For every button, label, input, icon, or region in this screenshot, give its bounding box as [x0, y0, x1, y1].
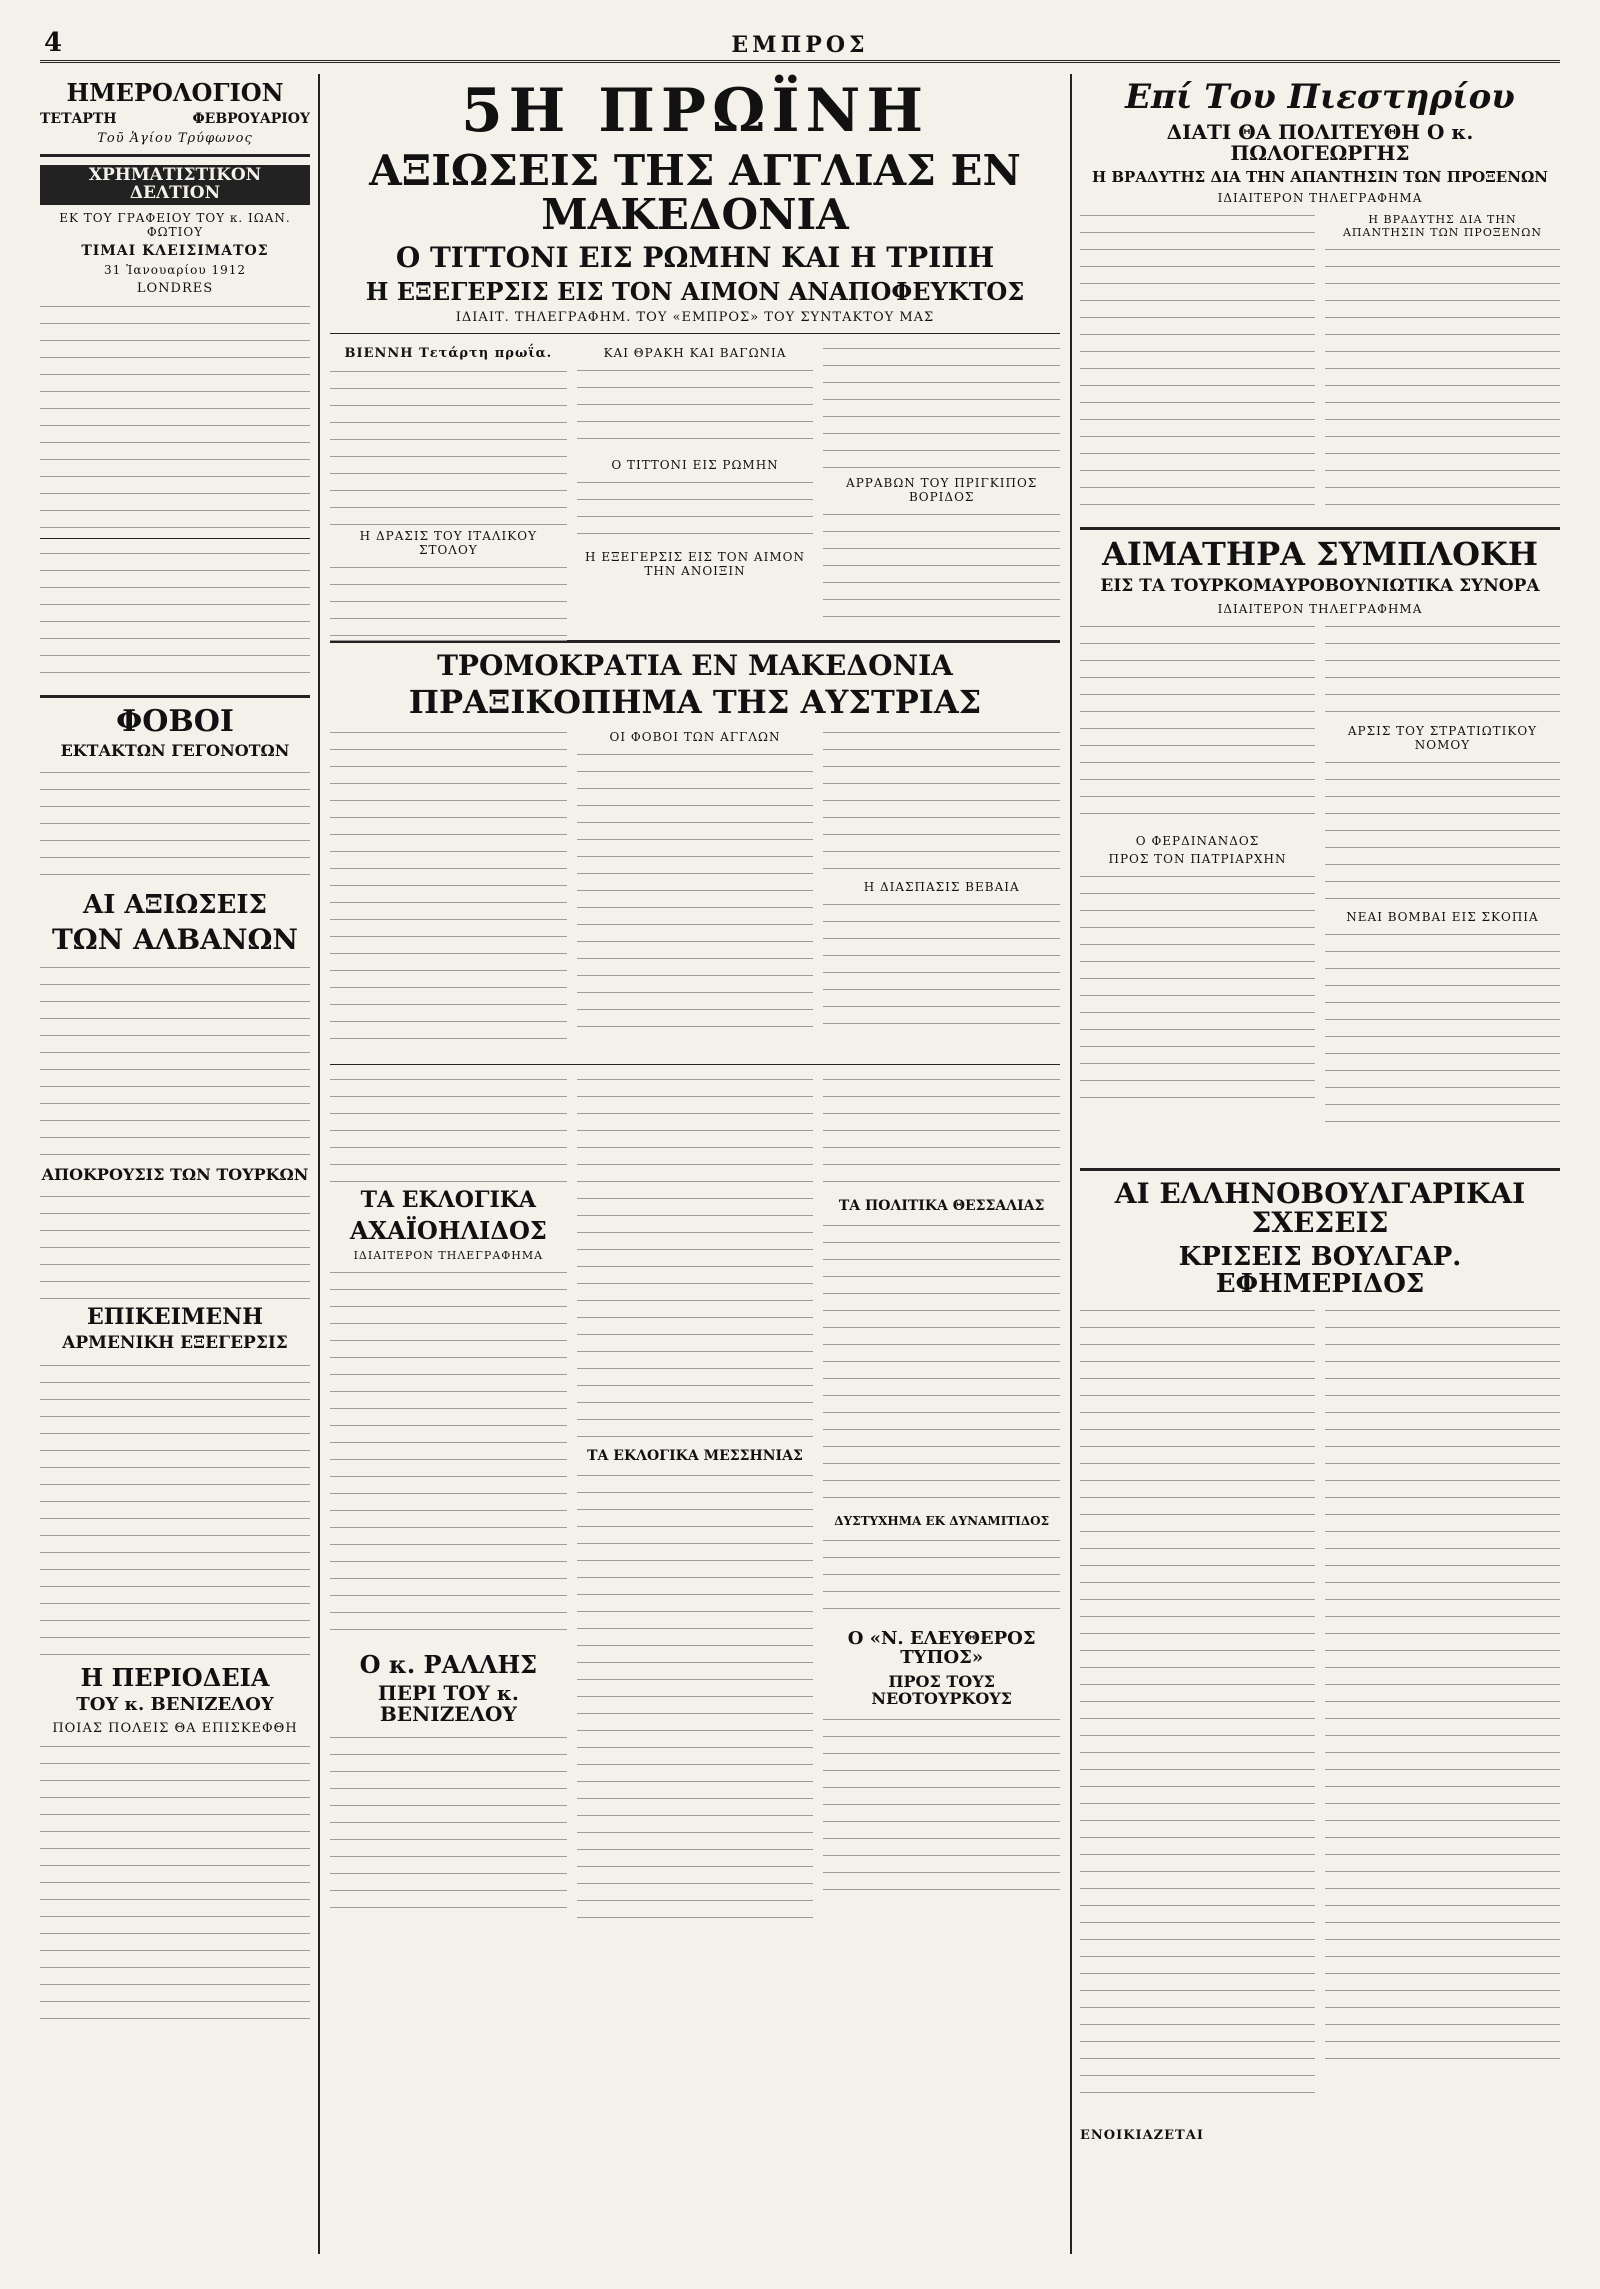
- headline-axioseis: ΑΙ ΑΞΙΩΣΕΙΣ: [83, 890, 267, 921]
- article-text: [40, 1359, 310, 1659]
- subhead-vradytis: Η ΒΡΑΔΥΤΗΣ ΔΙΑ ΤΗΝ ΑΠΑΝΤΗΣΙΝ ΤΩΝ ΠΡΟΞΕΝΩΝ: [1342, 213, 1542, 240]
- market-subtitle: ΕΚ ΤΟΥ ΓΡΑΦΕΙΟΥ ΤΟΥ κ. ΙΩΑΝ. ΦΩΤΙΟΥ: [59, 210, 291, 239]
- left-column: [40, 74, 310, 2254]
- subhead-patriarchi: ΠΡΟΣ ΤΟΝ ΠΑΤΡΙΑΡΧΗΝ: [1108, 851, 1287, 866]
- calendar-month: ΦΕΒΡΟΥΑΡΙΟΥ: [192, 111, 310, 128]
- headline-vradytis: Η ΒΡΑΔΥΤΗΣ ΔΙΑ ΤΗΝ ΑΠΑΝΤΗΣΙΝ ΤΩΝ ΠΡΟΞΕΝΩΝ: [1091, 167, 1549, 186]
- headline-fovoi-sub: ΕΚΤΑΚΤΩΝ ΓΕΓΟΝΟΤΩΝ: [60, 741, 290, 761]
- calendar-day: ΤΕΤΑΡΤΗ: [40, 111, 117, 128]
- headline-epikeimeni: ΕΠΙΚΕΙΜΕΝΗ: [86, 1303, 264, 1330]
- headline-synora: ΕΙΣ ΤΑ ΤΟΥΡΚΟΜΑΥΡΟΒΟΥΝΙΩΤΙΚΑ ΣΥΝΟΡΑ: [1100, 576, 1540, 597]
- headline-eleutheros: Ο «Ν. ΕΛΕΥΘΕΡΟΣ ΤΥΠΟΣ»: [847, 1628, 1036, 1668]
- subhead-arseis: ΑΡΣΙΣ ΤΟΥ ΣΤΡΑΤΙΩΤΙΚΟΥ ΝΟΜΟΥ: [1347, 723, 1538, 752]
- masthead: [40, 30, 1560, 63]
- headline-apokrouseis: ΑΠΟΚΡΟΥΣΙΣ ΤΩΝ ΤΟΥΡΚΩΝ: [41, 1164, 309, 1184]
- headline-tromokratia: ΤΡΟΜΟΚΡΑΤΙΑ ΕΝ ΜΑΚΕΔΟΝΙΑ: [437, 648, 953, 682]
- headline-rallis: Ο κ. ΡΑΛΛΗΣ: [359, 1650, 538, 1680]
- headline-dystychima: ΔΥΣΤΥΧΗΜΑ ΕΚ ΔΥΝΑΜΙΤΙΔΟΣ: [834, 1514, 1050, 1529]
- headline-ekloga-achaia: ΤΑ ΕΚΛΟΓΙΚΑ: [360, 1186, 536, 1213]
- article-text: [40, 1190, 310, 1300]
- headline-thessalia: ΤΑ ΠΟΛΙΤΙΚΑ ΘΕΣΣΑΛΙΑΣ: [838, 1197, 1045, 1214]
- newspaper-title: ΕΜΠΡΟΣ: [731, 32, 869, 58]
- headline-exegersis: Η ΕΞΕΓΕΡΣΙΣ ΕΙΣ ΤΟΝ ΑΙΜΟΝ ΑΝΑΠΟΦΕΥΚΤΟΣ: [365, 276, 1025, 306]
- dateline: ΒΙΕΝΝΗ Τετάρτη πρωΐα.: [344, 345, 553, 361]
- headline-venizelou: ΤΟΥ κ. ΒΕΝΙΖΕΛΟΥ: [76, 1693, 274, 1715]
- subhead-tittoni: Ο ΤΙΤΤΟΝΙ ΕΙΣ ΡΩΜΗΝ: [611, 457, 779, 472]
- newspaper-page: [40, 30, 1560, 2260]
- headline-pologeorgis: ΔΙΑΤΙ ΘΑ ΠΟΛΙΤΕΥΘΗ Ο κ. ΠΩΛΟΓΕΩΡΓΗΣ: [1166, 119, 1474, 165]
- market-table: [40, 300, 310, 530]
- headline-axioseis-anglias: ΑΞΙΩΣΕΙΣ ΤΗΣ ΑΓΓΛΙΑΣ ΕΝ ΜΑΚΕΔΟΝΙΑ: [369, 146, 1021, 240]
- subhead-arravon: ΑΡΡΑΒΩΝ ΤΟΥ ΠΡΙΓΚΙΠΟΣ ΒΟΡΙΔΟΣ: [846, 475, 1038, 504]
- subhead-diaspasis: Η ΔΙΑΣΠΑΣΙΣ ΒΕΒΑΙΑ: [863, 879, 1020, 894]
- headline-poleis: ΠΟΙΑΣ ΠΟΛΕΙΣ ΘΑ ΕΠΙΣΚΕΦΘΗ: [52, 1720, 298, 1736]
- calendar-date-row: [40, 111, 310, 127]
- headline-eleutheros-sub: ΠΡΟΣ ΤΟΥΣ ΝΕΟΤΟΥΡΚΟΥΣ: [871, 1671, 1012, 1708]
- article-text: [40, 766, 310, 886]
- front-articles: [330, 342, 1060, 632]
- subhead-fovoi-agglon: ΟΙ ΦΟΒΟΙ ΤΩΝ ΑΓΓΛΩΝ: [609, 729, 781, 744]
- page-number: 4: [44, 28, 63, 58]
- market-city: LONDRES: [136, 280, 214, 296]
- subhead-ferdinandos: Ο ΦΕΡΔΙΝΑΝΔΟΣ: [1135, 833, 1260, 848]
- classified-enoikiazetai: ΕΝΟΙΚΙΑΖΕΤΑΙ: [1080, 2128, 1204, 2144]
- subhead-vomvai: ΝΕΑΙ ΒΟΜΒΑΙ ΕΙΣ ΣΚΟΠΙΑ: [1346, 909, 1539, 924]
- subhead-drasis: Η ΔΡΑΣΙΣ ΤΟΥ ΙΤΑΛΙΚΟΥ ΣΤΟΛΟΥ: [359, 528, 537, 557]
- column-rule: [318, 74, 320, 2254]
- main-headline: 5Η ΠΡΩΪΝΗ: [460, 76, 930, 146]
- headline-albanon: ΤΩΝ ΑΛΒΑΝΩΝ: [51, 923, 299, 957]
- market-subtitle-2: ΤΙΜΑΙ ΚΛΕΙΣΙΜΑΤΟΣ: [81, 242, 269, 259]
- byline: ΙΔΙΑΙΤ. ΤΗΛΕΓΡΑΦΗΜ. ΤΟΥ «ΕΜΠΡΟΣ» ΤΟΥ ΣΥΝΤΑΚΤΟΥ ΜΑΣ: [455, 309, 935, 325]
- calendar-saint: Τοῦ Ἁγίου Τρύφωνος: [97, 131, 253, 147]
- article-text: [40, 1740, 310, 2030]
- subhead-exegersis: Η ΕΞΕΓΕΡΣΙΣ ΕΙΣ ΤΟΝ ΑΙΜΟΝ ΤΗΝ ΑΝΟΙΞΙΝ: [585, 549, 805, 578]
- subhead-thraki: ΚΑΙ ΘΡΑΚΗ ΚΑΙ ΒΑΓΩΝΙΑ: [603, 345, 787, 360]
- headline-sxeseis: ΑΙ ΕΛΛΗΝΟΒΟΥΛΓΑΡΙΚΑΙ ΣΧΕΣΕΙΣ: [1114, 1176, 1526, 1240]
- center-column: [330, 74, 1060, 2254]
- market-date: 31 Ἰανουαρίου 1912: [104, 262, 246, 277]
- right-column: [1080, 74, 1560, 2254]
- headline-kriseis: ΚΡΙΣΕΙΣ ΒΟΥΛΓΑΡ. ΕΦΗΜΕΡΙΔΟΣ: [1178, 1241, 1462, 1299]
- headline-achaioilidos: ΑΧΑΪΟΗΛΙΔΟΣ: [349, 1215, 547, 1245]
- headline-messinias: ΤΑ ΕΚΛΟΓΙΚΑ ΜΕΣΣΗΝΙΑΣ: [587, 1447, 803, 1464]
- article-text: [40, 961, 310, 1161]
- subhead-idiaiteron-2: ΙΔΙΑΙΤΕΡΟΝ ΤΗΛΕΓΡΑΦΗΜΑ: [1217, 601, 1423, 616]
- headline-armeniki: ΑΡΜΕΝΙΚΗ ΕΞΕΓΕΡΣΙΣ: [62, 1332, 288, 1353]
- headline-periodeia: Η ΠΕΡΙΟΔΕΙΑ: [80, 1662, 270, 1692]
- article-text: [40, 547, 310, 687]
- calendar-title: ΗΜΕΡΟΛΟΓΙΟΝ: [66, 78, 284, 107]
- headline-tittoni: Ο ΤΙΤΤΟΝΙ ΕΙΣ ΡΩΜΗΝ ΚΑΙ Η ΤΡΙΠΗ: [395, 241, 995, 275]
- column-rule: [1070, 74, 1072, 2254]
- subhead-idiaiteron: ΙΔΙΑΙΤΕΡΟΝ ΤΗΛΕΓΡΑΦΗΜΑ: [353, 1249, 544, 1263]
- headline-piestiriou: Επί Του Πιεστηρίου: [1125, 77, 1515, 117]
- headline-fovoi: ΦΟΒΟΙ: [116, 703, 234, 739]
- subhead-idiaiteron: ΙΔΙΑΙΤΕΡΟΝ ΤΗΛΕΓΡΑΦΗΜΑ: [1217, 191, 1423, 206]
- headline-rallis-sub: ΠΕΡΙ ΤΟΥ κ. ΒΕΝΙΖΕΛΟΥ: [377, 1681, 519, 1727]
- market-title: ΧΡΗΜΑΤΙΣΤΙΚΟΝ ΔΕΛΤΙΟΝ: [40, 165, 310, 205]
- headline-praxikopima: ΠΡΑΞΙΚΟΠΗΜΑ ΤΗΣ ΑΥΣΤΡΙΑΣ: [408, 683, 982, 722]
- headline-aimatira: ΑΙΜΑΤΗΡΑ ΣΥΜΠΛΟΚΗ: [1102, 535, 1538, 574]
